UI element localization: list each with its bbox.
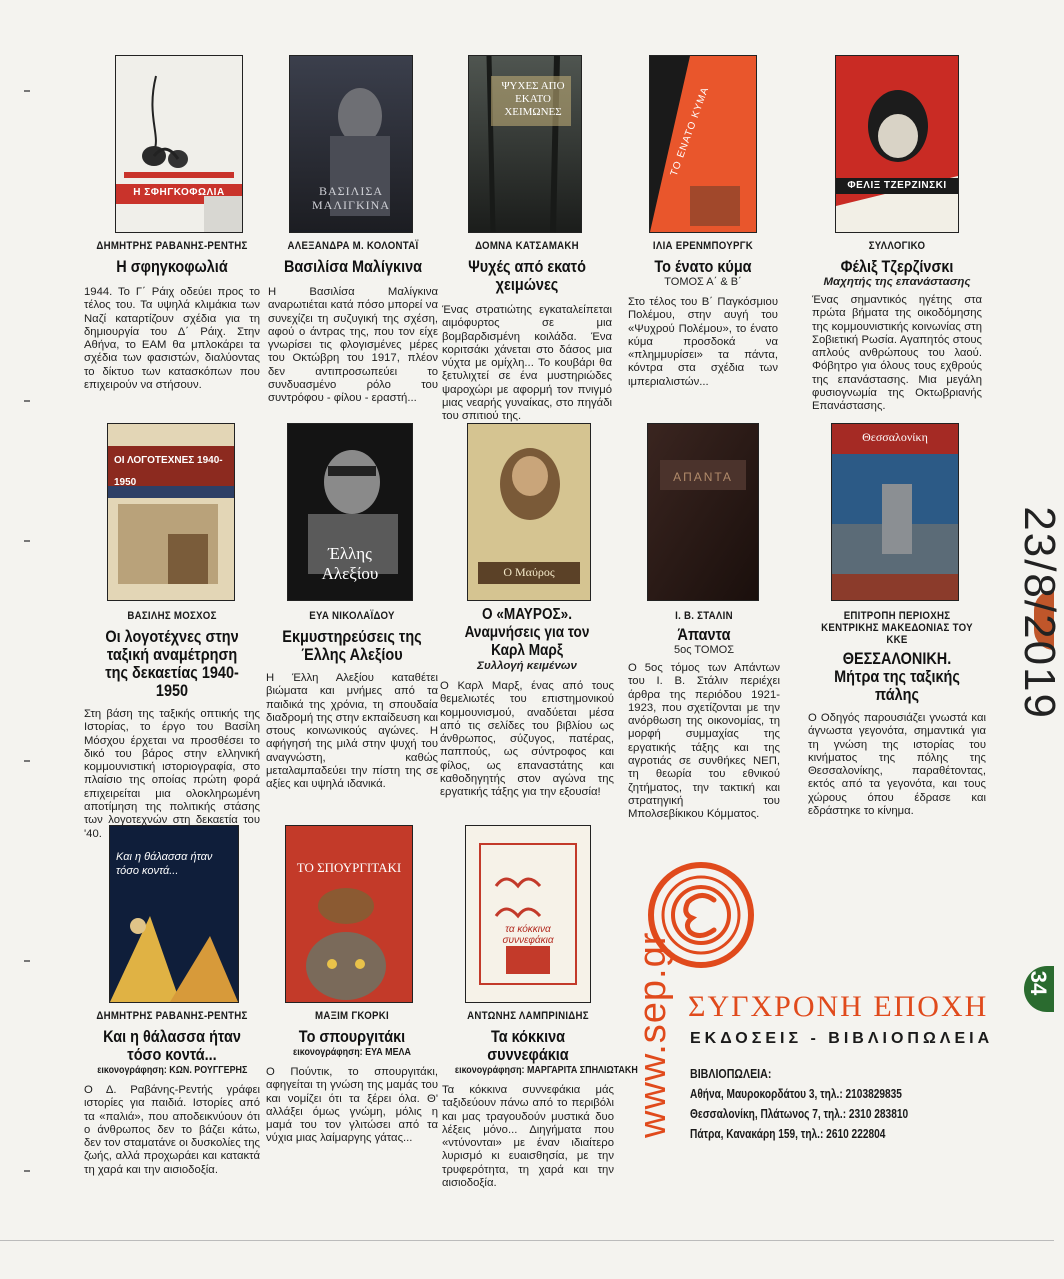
book-description: Ένας στρατιώτης εγκαταλείπεται αιμόφυρτος σε μια βομβαρδισμένη κοιλάδα. Ένα κοριτσάκι χάνεται στο δάσος μια νύχτα με ομίχλη... Το κουβάρι θα ξετυλιχτεί σε ένα μυστηριώδες ψαροχώρι με αφορμή τον πνιγμό μιας νεαρής γυναίκας, στο πηγάδι του σπιτιού της. [442,304,612,423]
book-title: Ψυχές από εκατό χειμώνες [468,257,586,294]
book-1-text [84,240,260,392]
shop-address-patra: Πάτρα, Κανακάρη 159, τηλ.: 2610 222804 [690,1126,886,1141]
book-description: Η Έλλη Αλεξίου καταθέτει βιώματα και μνήμες από τα παιδικά της χρόνια, τη σπουδαία διαδρομή της στην εκπαίδευση και στους κοινωνικούς αγώνες. Η αφήγησή της μιλά στην ψυχή του αναγνώστη, καθώς μεταλαμπαδεύει την πίστη της σε αξίες και υψηλά ιδανικά. [266,672,438,791]
book-author: ΕΠΙΤΡΟΠΗ ΠΕΡΙΟΧΗΣ ΚΕΝΤΡΙΚΗΣ ΜΑΚΕΔΟΝΙΑΣ ΤΟΥ ΚΚΕ [821,610,973,646]
book-11-text [84,1010,260,1177]
cover-title: Η ΣΦΗΓΚΟΦΩΛΙΑ [133,187,225,198]
book-author: ΙΛΙΑ ΕΡΕΝΜΠΟΥΡΓΚ [652,240,754,252]
book-cover-vasilisa-maligkina [290,56,412,232]
book-title: Τα κόκκινα συννεφάκια [487,1027,569,1064]
shop-address-athens: Αθήνα, Μαυροκορδάτου 3, τηλ.: 2103829835 [690,1086,902,1101]
book-13-text [442,1010,638,1190]
margin-tick [24,400,30,402]
cover-title: Έλλης Αλεξίου [321,544,379,583]
book-description: Ο Οδηγός παρουσιάζει γνωστά και άγνωστα γεγονότα, σημαντικά για τη γνώση της ιστορίας του κινήματος της πόλης της Θεσσαλονίκης, παραθέτοντας, εκτός από τα γεγονότα, και τους χώρους όπου έδρασε και εδράστηκε το κίνημα. [808,712,986,818]
cover-title: ΒΑΣΙΛΙΣΑ ΜΑΛΙΓΚΙΝΑ [312,184,390,212]
book-title: Άπαντα [677,625,731,644]
cover-title: ΟΙ ΛΟΓΟΤΕΧΝΕΣ 1940-1950 [114,455,223,488]
book-description: Ο Πούντικ, το σπουργιτάκι, αφηγείται τη γνώση της μαμάς του και νομίζει ότι τα ξέρει όλα. Θ' αλλάξει όμως γνώμη, μόλις η μαμά του τον γλιτώσει από τα νύχια μιας λαίμαργης γάτας... [266,1066,438,1145]
bottom-rule [0,1240,1054,1241]
cover-title: ΨΥΧΕΣ ΑΠΟ ΕΚΑΤΟ ΧΕΙΜΩΝΕΣ [501,80,565,118]
book-title: Εκμυστηρεύσεις της Έλλης Αλεξίου [282,627,422,664]
book-title: Το ένατο κύμα [654,257,752,276]
book-description: 1944. Το Γ΄ Ράιχ οδεύει προς το τέλος του. Τα υψηλά κλιμάκια των Ναζί καταρτίζουν σχέδια για τη δημιουργία του Δ΄ Ράιχ. Στην Αθήνα, το ΕΑΜ θα μπλοκάρει τα σχέδια των φασιστών, διαλύοντας το δίκτυο των κατασκόπων που επιχειρούν να στήσουν. [84,286,260,392]
book-subtitle: Συλλογή κειμένων [477,660,577,672]
book-illustrator: εικονογράφηση: ΕΥΑ ΜΕΛΑ [293,1046,411,1058]
publisher-website[interactable]: www.sep.gr [632,931,674,1138]
book-author: ΑΝΤΩΝΗΣ ΛΑΜΠΡΙΝΙΔΗΣ [467,1010,589,1022]
book-volume: ΤΟΜΟΣ Α΄ & Β΄ [664,276,742,288]
book-description: Ο Δ. Ραβάνης-Ρεντής γράφει ιστορίες για παιδιά. Ιστορίες από τα «παλιά», που αποδεικνύουν ότι ο άνθρωπος δεν το βάζει κάτω, δεν τον σταματάνε οι δυσκολίες της ζωής, αλλά προχωράει και κατακτά τη χαρά και την αισιοδοξία. [84,1084,260,1176]
book-5-text [812,240,982,414]
margin-tick [24,760,30,762]
cover-title: ΑΠΑΝΤΑ [673,470,733,484]
book-description: Η Βασιλίσα Μαλίγκινα αναρωτιέται κατά πόσο μπορεί να συνεχίζει τη συζυγική της σχέση, αφού ο άντρας της, που τον είχε γνωρίσει τις φλογισμένες μέρες του Οκτώβρη του 1917, πλέον δεν αντιπροσωπεύει το συνδυασμένο ρόλο του συντρόφου - φίλου - εραστή... [268,286,438,405]
book-author: ΕΥΑ ΝΙΚΟΛΑΪΔΟΥ [309,610,395,622]
book-cover-logotexnes [108,424,234,600]
book-author: ΔΟΜΝΑ ΚΑΤΣΑΜΑΚΗ [475,240,579,252]
book-title: Το σπουργιτάκι [298,1027,406,1046]
book-title: Οι λογοτέχνες στην ταξική αναμέτρηση της δεκαετίας 1940-1950 [105,627,239,700]
publisher-name: ΣΥΓΧΡΟΝΗ ΕΠΟΧΗ [688,990,989,1023]
book-9-text [628,610,780,822]
book-cover-kokkina-synnefakia [466,826,590,1002]
cover-title: ΤΟ ΕΝΑΤΟ ΚΥΜΑ [668,85,712,178]
book-description: Ένας σημαντικός ηγέτης στα πρώτα βήματα της οικοδόμησης της κομμουνιστικής κοινωνίας στη Σοβιετική Ρωσία. Αγαπητός στους απλούς ανθρώπους του λαού. Φόβητρο για όλους τους εχθρούς της επανάστασης. Μια μεγάλη φυσιογνωμία της Οκτωβριανής Επανάστασης. [812,294,982,413]
book-author: ΑΛΕΞΑΝΔΡΑ Μ. ΚΟΛΟΝΤΑΪ [287,240,419,252]
book-illustrator: εικονογράφηση: ΚΩΝ. ΡΟΥΓΓΕΡΗΣ [97,1064,248,1076]
book-author: ΔΗΜΗΤΡΗΣ ΡΑΒΑΝΗΣ-ΡΕΝΤΗΣ [96,1010,248,1022]
cover-title: Και η θάλασσα ήταν τόσο κοντά... [116,851,213,877]
book-author: Ι. Β. ΣΤΑΛΙΝ [675,610,733,622]
book-cover-apanta [648,424,758,600]
cover-title: τα κόκκινα συννεφάκια [502,924,554,946]
book-description: Στο τέλος του Β΄ Παγκόσμιου Πολέμου, στην αυγή του «Ψυχρού Πολέμου», το ένατο κύμα προσδοκά να «πλημμυρίσει» τα πάντα, κόντρα στα σχέδια των ιμπεριαλιστών... [628,296,778,388]
book-title: Βασιλίσα Μαλίγκινα [283,257,423,276]
book-cover-mavros [468,424,590,600]
book-cover-sfigkofolia [116,56,242,232]
book-title: Η σφηγκοφωλιά [116,257,228,276]
book-author: ΣΥΛΛΟΓΙΚΟ [868,240,926,252]
book-description: Τα κόκκινα συννεφάκια μάς ταξιδεύουν πάνω από το περιβόλι και μας τραγουδούν μυστικά δυο λέξεις μόνο... Διηγήματα που «ντύνονται» με έναν ιδιαίτερο λυρισμό κι ευαισθησία, με την τρυφερότητα, τη χαρά και την αισιοδοξία. [442,1084,614,1190]
book-2-text [268,240,438,406]
book-illustrator: εικονογράφηση: ΜΑΡΓΑΡΙΤΑ ΣΠΗΛΙΩΤΑΚΗ [454,1064,638,1076]
book-cover-thessaloniki [832,424,958,600]
cover-title: Ο Μαύρος [503,565,555,579]
book-author: ΔΗΜΗΤΡΗΣ ΡΑΒΑΝΗΣ-ΡΕΝΤΗΣ [96,240,248,252]
book-author: ΜΑΞΙΜ ΓΚΟΡΚΙ [315,1010,389,1022]
margin-tick [24,540,30,542]
book-title: ΘΕΣΣΑΛΟΝΙΚΗ. Μήτρα της ταξικής πάλης [834,649,960,704]
cover-title: Θεσσαλονίκη [862,430,928,444]
margin-tick [24,1170,30,1172]
margin-tick [24,90,30,92]
book-3-text [442,240,612,424]
book-cover-spourgitaki [286,826,412,1002]
book-author: ΒΑΣΙΛΗΣ ΜΟΣΧΟΣ [127,610,217,622]
book-8-text [440,606,614,800]
book-7-text [266,610,438,792]
book-title: Και η θάλασσα ήταν τόσο κοντά... [103,1027,241,1064]
margin-tick [24,960,30,962]
book-title: Ο «ΜΑΥΡΟΣ». Αναμνήσεις για τον Καρλ Μαρξ [464,606,590,659]
book-cover-enato-kyma [650,56,756,232]
book-cover-thalassa [110,826,238,1002]
book-10-text [808,610,986,818]
issue-date: 23/8/2019 [1015,506,1064,720]
book-12-text [266,1010,438,1146]
shop-address-thessaloniki: Θεσσαλονίκη, Πλάτωνος 7, τηλ.: 2310 283810 [690,1106,909,1121]
publisher-subtitle: ΕΚΔΟΣΕΙΣ - ΒΙΒΛΙΟΠΩΛΕΙΑ [690,1030,994,1047]
book-cover-elli-alexiou [288,424,412,600]
book-description: Ο Καρλ Μαρξ, ένας από τους θεμελιωτές του επιστημονικού κομμουνισμού, αναδύεται μέσα από τις σελίδες του βιβλίου ως άνθρωπος, σύζυγος, πατέρας, παππούς, ως σύντροφος και φίλος, ως επαναστάτης και καθοδηγητής στον αγώνα της εργατικής τάξης για την εξουσία! [440,680,614,799]
cover-title: ΤΟ ΣΠΟΥΡΓΙΤΑΚΙ [296,860,402,875]
book-description: Στη βάση της ταξικής οπτικής της Ιστορίας, το έργο του Βασίλη Μόσχου έρχεται να προσθέσει το δικό του βάρος στην ελληνική κομμουνιστική ιστοριογραφία, στο πλαίσιο της οποίας πρώτη φορά επιχειρείται μια ολοκληρωμένη αποτίμηση της πολιτικής στάσης των λογοτεχνών στη δεκαετία του '40. [84,708,260,840]
book-6-text [84,610,260,841]
book-cover-dzerzinski [836,56,958,232]
book-description: Ο 5ος τόμος των Απάντων του Ι. Β. Στάλιν περιέχει άρθρα της περιόδου 1921-1923, που σχετίζονται με την ανόρθωση της οικονομίας, τη μορφή συμμαχίας της εργατικής τάξης και της αγροτιάς σε συνθήκες ΝΕΠ, τη θεωρία του εθνικού ζητήματος, την τακτική και στρατηγική του Μπολσεβίκικου Κόμματος. [628,662,780,821]
book-4-text [628,240,778,389]
cover-title: ΦΕΛΙΞ ΤΖΕΡΖΙΝΣΚΙ [847,180,947,191]
book-volume: 5ος ΤΟΜΟΣ [674,644,734,656]
book-title: Φέλιξ Τζερζίνσκι [840,257,954,276]
book-subtitle: Μαχητής της επανάστασης [823,276,971,288]
book-cover-psyxes [469,56,581,232]
publisher-shops-label: ΒΙΒΛΙΟΠΩΛΕΙΑ: [690,1066,772,1081]
page-number: 34 [1025,970,1051,996]
